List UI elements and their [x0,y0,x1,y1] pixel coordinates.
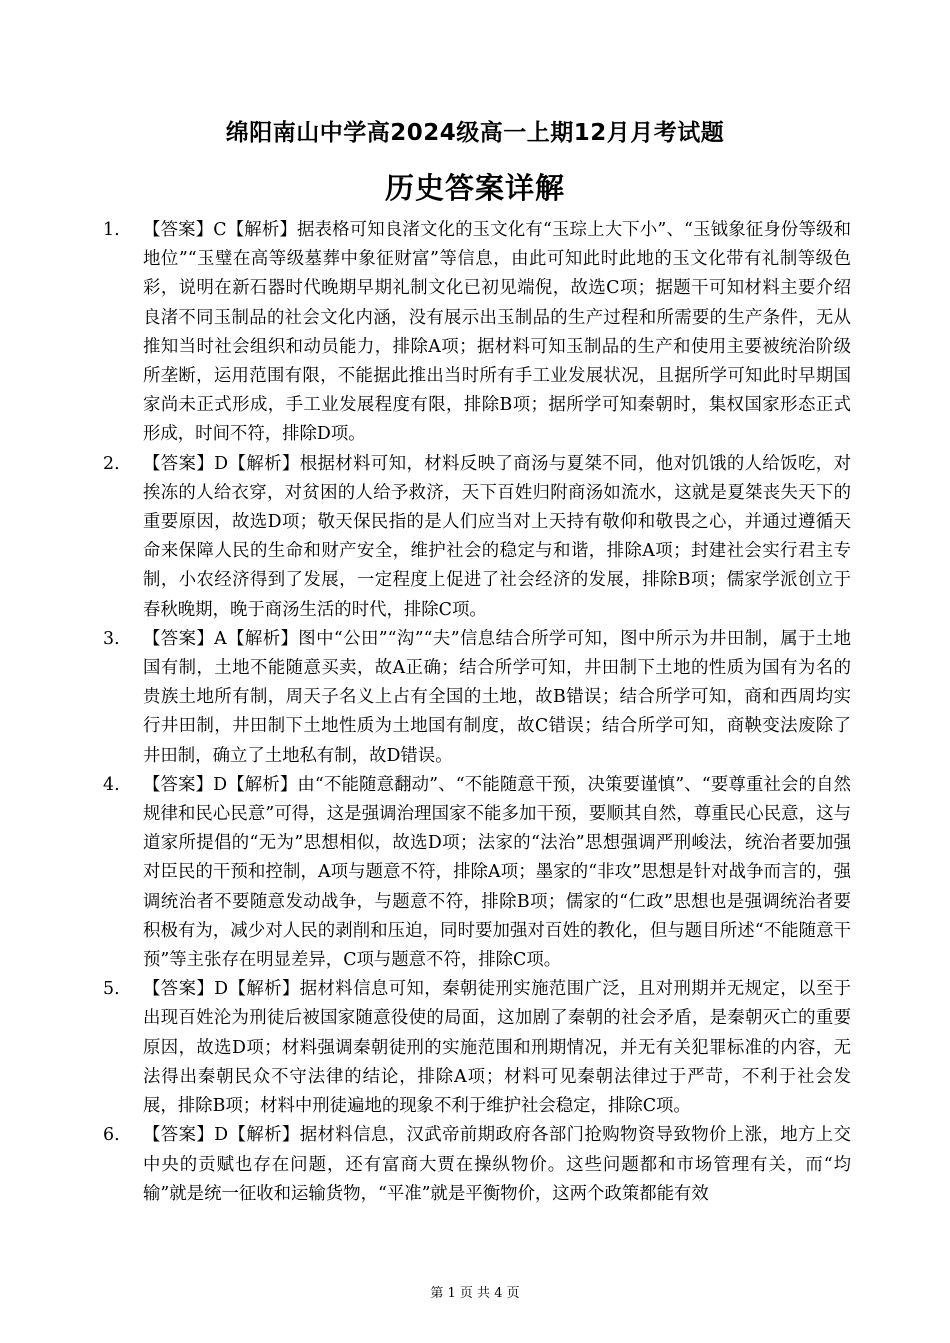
answer-text: 【答案】D【解析】据材料信息可知，秦朝徒刑实施范围广泛，且对刑期并无规定，以至于出现百姓沦为刑徒后被国家随意役使的局面，这加剧了秦朝的社会矛盾，是秦朝灭亡的重要原因，故选D项；材料强调秦朝徒刑的实施范围和刑期情况，并无有关犯罪标准的内容，无法得出秦朝民众不守法律的结论，排除A项；材料可见秦朝法律过于严苛，不利于社会发展，排除B项；材料中刑徒遍地的现象不利于维护社会稳定，排除C项。 [143,979,851,1117]
answer-number: 4. [103,774,120,795]
answer-number: 2. [103,453,120,474]
answer-list [103,216,851,1209]
answer-item [103,1121,851,1209]
answer-item [103,771,851,975]
document-subtitle: 历史答案详解 [384,171,565,205]
answer-text: 【答案】D【解析】由“不能随意翻动”、“不能随意干预，决策要谨慎”、“要尊重社会的自然规律和民心民意”可得，这是强调治理国家不能多加干预，要顺其自然，尊重民心民意，这与道家所提倡的“无为”思想相似，故选D项；法家的“法治”思想强调严刑峻法，统治者要加强对臣民的干预和控制，A项与题意不符，排除A项；墨家的“非攻”思想是针对战争而言的，强调统治者不要随意发动战争，与题意不符，排除B项；儒家的“仁政”思想也是强调统治者要积极有为，减少对人民的剥削和压迫，同时要加强对百姓的教化，但与题目所述“不能随意干预”等主张存在明显差异，C项与题意不符，排除C项。 [143,774,851,971]
answer-item [103,975,851,1121]
answer-text: 【答案】A【解析】图中“公田”“沟”“夫”信息结合所学可知，图中所示为井田制，属于土地国有制，土地不能随意买卖，故A正确；结合所学可知，井田制下土地的性质为国有为名的贵族土地所有制，周天子名义上占有全国的土地，故B错误；结合所学可知，商和西周均实行井田制，井田制下土地性质为土地国有制度，故C错误；结合所学可知，商鞅变法废除了井田制，确立了土地私有制，故D错误。 [143,628,851,766]
answer-number: 3. [103,628,120,649]
answer-text: 【答案】D【解析】根据材料可知，材料反映了商汤与夏桀不同，他对饥饿的人给饭吃，对挨冻的人给衣穿，对贫困的人给予救济，天下百姓归附商汤如流水，这就是夏桀丧失天下的重要原因，故选D项；敬天保民指的是人们应当对上天持有敬仰和敬畏之心，并通过遵循天命来保障人民的生命和财产安全，维护社会的稳定与和谐，排除A项；封建社会实行君主专制，小农经济得到了发展，一定程度上促进了社会经济的发展，排除B项；儒家学派创立于春秋晚期，晚于商汤生活的时代，排除C项。 [143,453,851,620]
answer-item [103,216,851,450]
answer-number: 5. [103,979,120,1000]
page-footer: 第 1 页 共 4 页 [430,1286,520,1301]
answer-text: 【答案】D【解析】据材料信息，汉武帝前期政府各部门抢购物资导致物价上涨，地方上交中央的贡赋也存在问题，还有富商大贾在操纵物价。这些问题都和市场管理有关，而“均输”就是统一征收和运输货物，“平准”就是平衡物价，这两个政策都能有效 [143,1125,851,1204]
answer-number: 1. [103,220,120,240]
answer-item [103,450,851,625]
answer-text: 【答案】C【解析】据表格可知良渚文化的玉文化有“玉琮上大下小”、“玉钺象征身份等级和地位”“玉璧在高等级墓葬中象征财富”等信息，由此可知此时此地的玉文化带有礼制等级色彩，说明在新石器时代晚期早期礼制文化已初见端倪，故选C项；据题干可知材料主要介绍良渚不同玉制品的社会文化内涵，没有展示出玉制品的生产过程和所需要的生产条件，无从推知当时社会组织和动员能力，排除A项；据材料可知玉制品的生产和使用主要被统治阶级所垄断，运用范围有限，不能据此推出当时所有手工业发展状况，且据所学可知此时早期国家尚未正式形成，手工业发展程度有限，排除B项；据所学可知秦朝时，集权国家形态正式形成，时间不符，排除D项。 [143,220,851,445]
answer-item [103,625,851,771]
exam-title: 绵阳南山中学高2024级高一上期12月月考试题 [225,120,725,146]
answer-number: 6. [103,1125,120,1146]
